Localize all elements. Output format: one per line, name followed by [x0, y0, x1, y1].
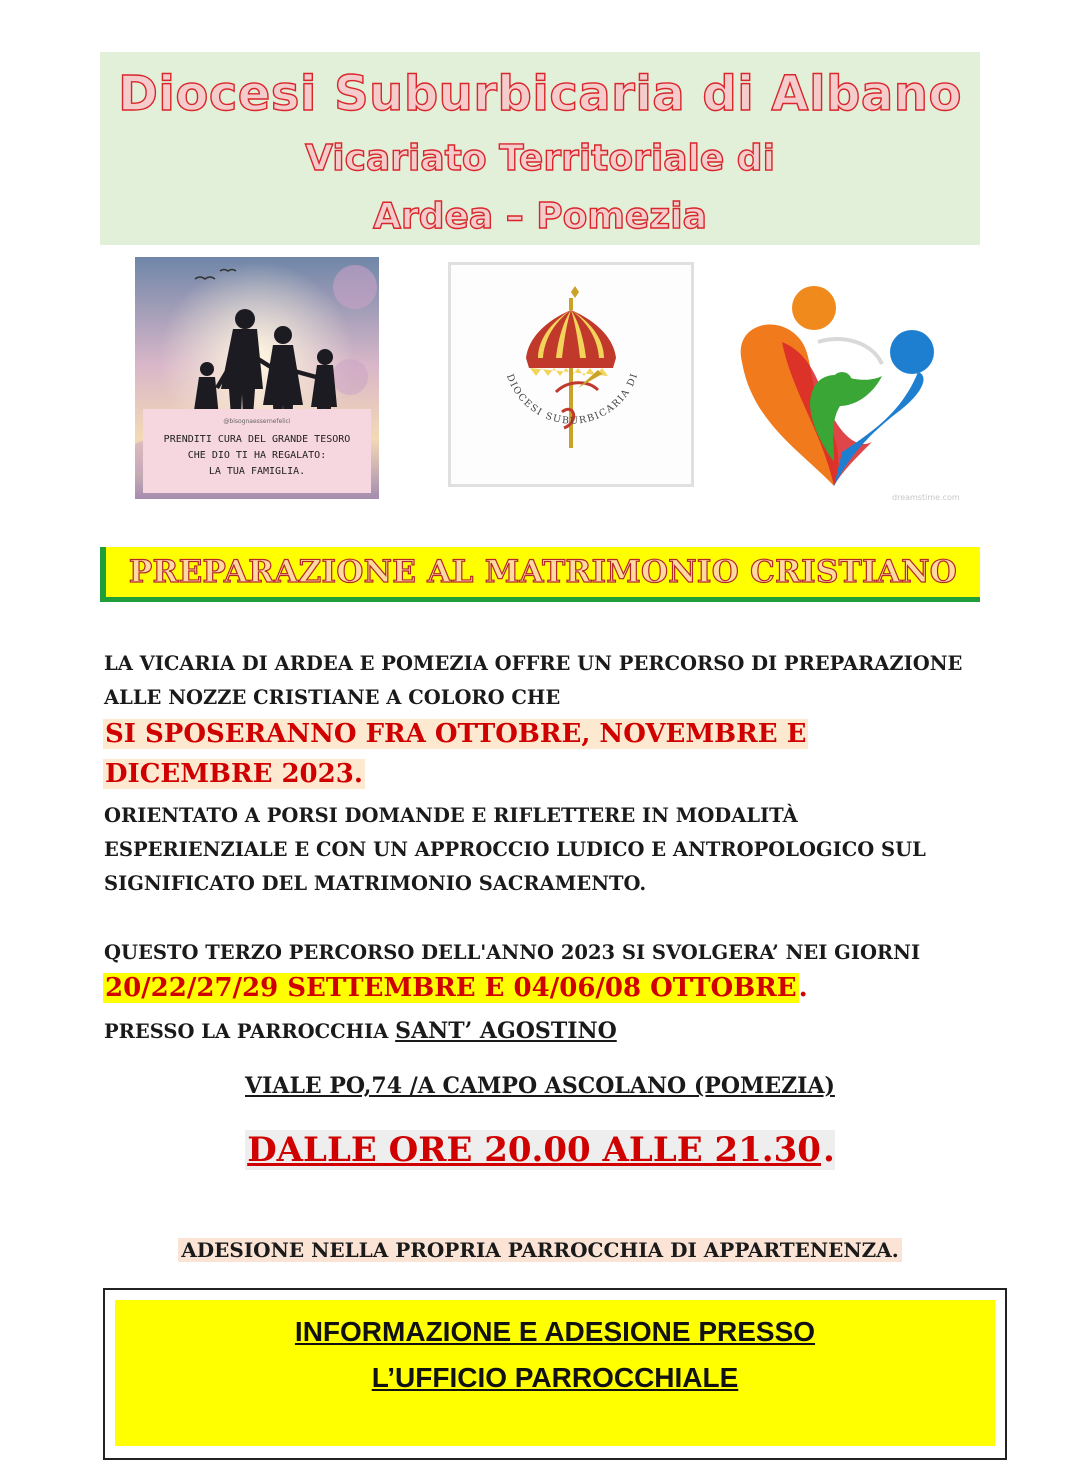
schedule-dates-row	[103, 973, 808, 1003]
vicariate-location: Ardea – Pomezia	[373, 196, 707, 237]
address: VIALE PO,74 /A CAMPO ASCOLANO (POMEZIA)	[245, 1073, 835, 1099]
header-banner	[100, 52, 980, 245]
intro-line1: LA VICARIA DI ARDEA E POMEZIA OFFRE UN PERCORSO DI PREPARAZIONE	[104, 652, 963, 675]
svg-text:dreamstime.com: dreamstime.com	[892, 493, 960, 502]
seal-ring-text: DIOCESI SUBURBICARIA DI	[504, 371, 641, 427]
diocese-seal-image	[448, 262, 694, 487]
family-caption-line2: CHE DIO TI HA REGALATO:	[187, 450, 327, 461]
time-row	[0, 1130, 1080, 1170]
schedule-intro: QUESTO TERZO PERCORSO DELL'ANNO 2023 SI SVOLGERA’ NEI GIORNI	[104, 941, 921, 964]
intro-line2: ALLE NOZZE CRISTIANE A COLORO CHE	[104, 686, 561, 709]
wedding-months-line2: DICEMBRE 2023.	[105, 759, 363, 789]
title-banner	[100, 547, 980, 602]
info-box	[103, 1288, 1007, 1460]
vicariate-title: Vicariato Territoriale di	[305, 138, 775, 179]
main-title: PREPARAZIONE AL MATRIMONIO CRISTIANO	[128, 554, 958, 590]
description-line1: ORIENTATO A PORSI DOMANDE E RIFLETTERE IN MODALITÀ	[104, 804, 798, 827]
info-line1: INFORMAZIONE E ADESIONE PRESSO	[294, 1316, 816, 1347]
info-line2: L’UFFICIO PARROCCHIALE	[371, 1362, 739, 1393]
svg-text:@bisognaessernefelici: @bisognaessernefelici	[223, 418, 291, 425]
family-heart-logo	[722, 272, 962, 507]
family-image	[135, 257, 379, 499]
diocese-title: Diocesi Suburbicaria di Albano	[118, 66, 962, 122]
description-line2: ESPERIENZIALE E CON UN APPROCCIO LUDICO E ANTROPOLOGICO SUL	[104, 838, 926, 861]
wedding-months-line1: SI SPOSERANNO FRA OTTOBRE, NOVEMBRE E	[105, 719, 807, 749]
family-caption-line1: PRENDITI CURA DEL GRANDE TESORO	[163, 434, 351, 445]
adhesion-note: ADESIONE NELLA PROPRIA PARROCCHIA DI APPARTENENZA.	[178, 1238, 901, 1262]
parish-prefix: PRESSO LA PARROCCHIA	[104, 1020, 396, 1043]
schedule-dates-suffix: .	[798, 973, 808, 1003]
info-box-inner	[115, 1300, 995, 1446]
meeting-time-suffix: .	[822, 1130, 835, 1170]
parish-location	[104, 1018, 617, 1044]
parish-name: SANT’ AGOSTINO	[395, 1018, 617, 1044]
adhesion-row	[0, 1238, 1080, 1262]
meeting-time: DALLE ORE 20.00 ALLE 21.30	[247, 1130, 821, 1170]
description-line3: SIGNIFICATO DEL MATRIMONIO SACRAMENTO.	[104, 872, 647, 895]
family-caption-line3: LA TUA FAMIGLIA.	[208, 466, 306, 477]
schedule-dates: 20/22/27/29 SETTEMBRE E 04/06/08 OTTOBRE	[105, 973, 797, 1003]
